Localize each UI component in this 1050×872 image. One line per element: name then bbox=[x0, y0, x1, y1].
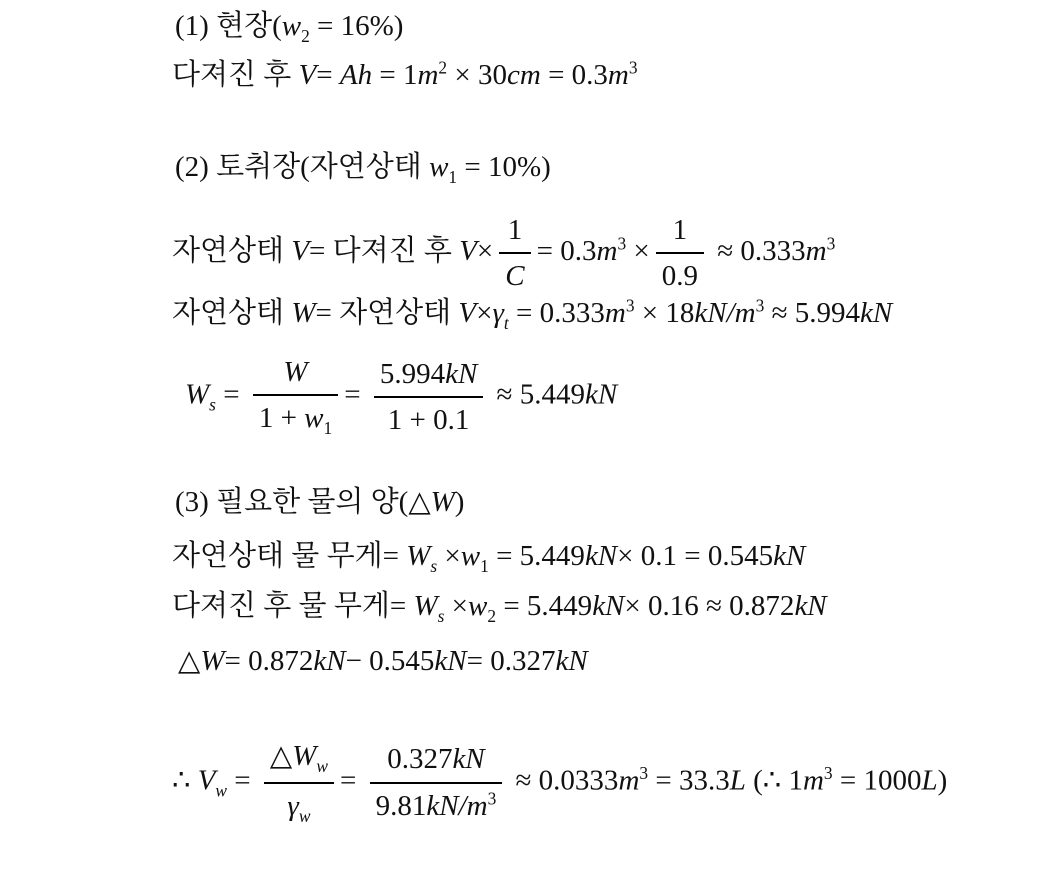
korean-text: 자연상태 bbox=[172, 234, 292, 267]
fraction-numerator: 1 bbox=[656, 212, 704, 254]
subscript: 1 bbox=[448, 166, 458, 187]
text-segment: = 0.333 bbox=[508, 297, 605, 329]
math-variable: W bbox=[185, 378, 210, 411]
text-segment: ≈ 0.333 bbox=[710, 234, 806, 267]
math-variable: V bbox=[459, 234, 477, 267]
math-variable: kN bbox=[434, 645, 467, 677]
gamma-symbol: γ bbox=[492, 297, 504, 329]
fraction-numerator bbox=[370, 741, 503, 783]
text-segment: 9.81 bbox=[375, 789, 427, 822]
text-segment: 5.994 bbox=[379, 357, 446, 390]
math-variable: V bbox=[298, 59, 317, 91]
math-variable: kN bbox=[859, 297, 893, 329]
eq-water-volume bbox=[172, 738, 947, 827]
math-variable: kN bbox=[794, 590, 827, 622]
math-variable: W bbox=[292, 740, 317, 772]
delta-symbol: △ bbox=[178, 645, 201, 677]
text-segment: (∴ 1 bbox=[745, 764, 803, 797]
superscript: 3 bbox=[639, 762, 649, 783]
text-segment: = 33.3 bbox=[648, 764, 730, 797]
text-segment: (2) 토취장(자연상태 bbox=[175, 151, 430, 183]
math-variable: w bbox=[281, 10, 302, 42]
text-segment: = 0.3 bbox=[536, 234, 597, 267]
text-segment: ) bbox=[454, 486, 465, 518]
text-segment: = 16%) bbox=[309, 10, 404, 42]
delta-symbol: △ bbox=[269, 740, 293, 772]
text-segment: = 0.872 bbox=[224, 645, 314, 677]
math-variable: L bbox=[921, 764, 938, 797]
superscript: 3 bbox=[755, 295, 765, 316]
math-variable: m bbox=[417, 59, 439, 91]
text-segment: = bbox=[344, 378, 368, 411]
math-variable: m bbox=[802, 764, 824, 797]
section-3-heading bbox=[175, 484, 464, 520]
text-segment: 1 + bbox=[258, 402, 305, 435]
eq-natural-water-weight bbox=[172, 538, 805, 578]
text-segment: × 0.16 ≈ 0.872 bbox=[624, 590, 795, 622]
superscript: 2 bbox=[438, 57, 448, 78]
text-segment: 0.327 bbox=[387, 743, 453, 776]
text-segment: = 1000 bbox=[832, 764, 922, 797]
eq-delta-w bbox=[178, 643, 588, 679]
section-1-heading bbox=[175, 8, 403, 48]
math-variable: m bbox=[596, 234, 618, 267]
eq-compacted-water-weight bbox=[172, 588, 827, 628]
multiply-sign: × bbox=[476, 234, 494, 267]
text-segment: = 0.3 bbox=[540, 59, 608, 91]
math-variable: kN/m bbox=[426, 789, 488, 822]
text-segment: (3) 필요한 물의 양( bbox=[175, 486, 409, 518]
math-variable: kN/m bbox=[694, 297, 756, 329]
fraction bbox=[374, 356, 483, 439]
subscript: 1 bbox=[480, 555, 489, 576]
math-variable: L bbox=[729, 764, 746, 797]
multiply-sign: × bbox=[437, 540, 461, 572]
multiply-sign: × bbox=[476, 297, 493, 329]
math-variable: kN bbox=[313, 645, 346, 677]
text-segment: = bbox=[316, 59, 340, 91]
text-segment: ≈ 5.994 bbox=[764, 297, 860, 329]
math-variable: W bbox=[413, 590, 438, 622]
text-segment: = 1 bbox=[372, 59, 418, 91]
subscript: w bbox=[316, 755, 328, 776]
multiply-sign: × bbox=[626, 234, 650, 267]
math-variable: kN bbox=[592, 590, 625, 622]
subscript: s bbox=[209, 394, 216, 415]
text-segment: = bbox=[227, 764, 258, 797]
text-segment: × 30 bbox=[447, 59, 507, 91]
subscript: w bbox=[215, 780, 228, 801]
fraction bbox=[264, 738, 334, 827]
math-variable: Ah bbox=[339, 59, 373, 91]
math-variable: W bbox=[406, 540, 431, 572]
subscript: w bbox=[298, 805, 311, 826]
text-segment: = bbox=[339, 764, 364, 797]
math-variable: w bbox=[460, 540, 481, 572]
math-variable: w bbox=[429, 151, 449, 183]
math-variable: V bbox=[197, 764, 216, 797]
text-segment: = 다져진 후 bbox=[309, 234, 460, 267]
text-segment: − 0.545 bbox=[345, 645, 435, 677]
math-variable: W bbox=[430, 486, 455, 518]
math-variable: kN bbox=[773, 540, 806, 572]
fraction-denominator: C bbox=[505, 260, 525, 293]
korean-text: 다져진 후 물 무게= bbox=[172, 590, 414, 622]
math-variable: m bbox=[805, 234, 827, 267]
superscript: 3 bbox=[617, 233, 627, 254]
korean-text: 자연상태 물 무게= bbox=[172, 540, 407, 572]
eq-natural-weight bbox=[172, 295, 892, 335]
subscript: s bbox=[437, 605, 445, 626]
korean-text: 다져진 후 bbox=[172, 59, 299, 91]
eq-natural-volume bbox=[172, 212, 835, 295]
text-segment: = 10%) bbox=[457, 151, 551, 183]
eq-solid-weight bbox=[185, 354, 617, 440]
subscript: t bbox=[503, 312, 509, 333]
text-segment: × 0.1 = 0.545 bbox=[617, 540, 774, 572]
fraction bbox=[253, 354, 338, 440]
fraction-denominator bbox=[264, 784, 334, 828]
subscript: 1 bbox=[323, 418, 333, 439]
superscript: 3 bbox=[625, 295, 635, 316]
math-variable: kN bbox=[445, 357, 478, 390]
text-segment: (1) 현장( bbox=[175, 10, 282, 42]
fraction bbox=[656, 212, 704, 295]
math-variable: V bbox=[458, 297, 477, 329]
subscript: s bbox=[430, 555, 438, 576]
fraction-numerator: 1 bbox=[499, 212, 530, 254]
text-segment: = 5.449 bbox=[496, 590, 593, 622]
subscript: 2 bbox=[301, 25, 310, 46]
text-segment: = 0.327 bbox=[466, 645, 556, 677]
fraction-numerator: W bbox=[253, 354, 338, 396]
superscript: 3 bbox=[628, 57, 638, 78]
multiply-sign: × bbox=[444, 590, 469, 622]
math-variable: w bbox=[468, 590, 488, 622]
gamma-symbol: γ bbox=[287, 789, 299, 822]
math-variable: w bbox=[304, 402, 324, 435]
subscript: 2 bbox=[487, 605, 497, 626]
math-variable: kN bbox=[452, 743, 485, 776]
math-variable: kN bbox=[555, 645, 588, 677]
fraction-denominator: 0.9 bbox=[661, 260, 698, 293]
fraction-numerator bbox=[264, 738, 334, 784]
eq-compacted-volume bbox=[172, 57, 638, 93]
fraction bbox=[499, 212, 530, 295]
math-variable: m bbox=[607, 59, 629, 91]
fraction-denominator: 1 + 0.1 bbox=[387, 403, 470, 436]
fraction-denominator bbox=[370, 784, 503, 824]
text-segment: = 자연상태 bbox=[315, 297, 459, 329]
math-variable: V bbox=[291, 234, 310, 267]
math-variable: m bbox=[604, 297, 626, 329]
fraction bbox=[370, 741, 503, 824]
math-variable: W bbox=[291, 297, 316, 329]
text-segment: ≈ 5.449 bbox=[489, 378, 585, 411]
superscript: 3 bbox=[826, 233, 836, 254]
section-2-heading bbox=[175, 149, 551, 189]
superscript: 3 bbox=[487, 788, 497, 809]
delta-symbol: △ bbox=[408, 486, 431, 518]
therefore-symbol: ∴ bbox=[172, 764, 198, 797]
text-segment: × 18 bbox=[634, 297, 695, 329]
text-segment: = bbox=[215, 378, 247, 411]
superscript: 3 bbox=[823, 762, 833, 783]
fraction-denominator bbox=[253, 396, 338, 440]
math-variable: W bbox=[200, 645, 225, 677]
text-segment: ) bbox=[937, 764, 948, 797]
math-variable: cm bbox=[506, 59, 541, 91]
korean-text: 자연상태 bbox=[172, 297, 292, 329]
text-segment: = 5.449 bbox=[488, 540, 585, 572]
math-variable: m bbox=[618, 764, 640, 797]
fraction-numerator bbox=[374, 356, 483, 398]
math-variable: kN bbox=[584, 540, 618, 572]
math-variable: kN bbox=[584, 378, 618, 411]
text-segment: ≈ 0.0333 bbox=[508, 764, 619, 797]
